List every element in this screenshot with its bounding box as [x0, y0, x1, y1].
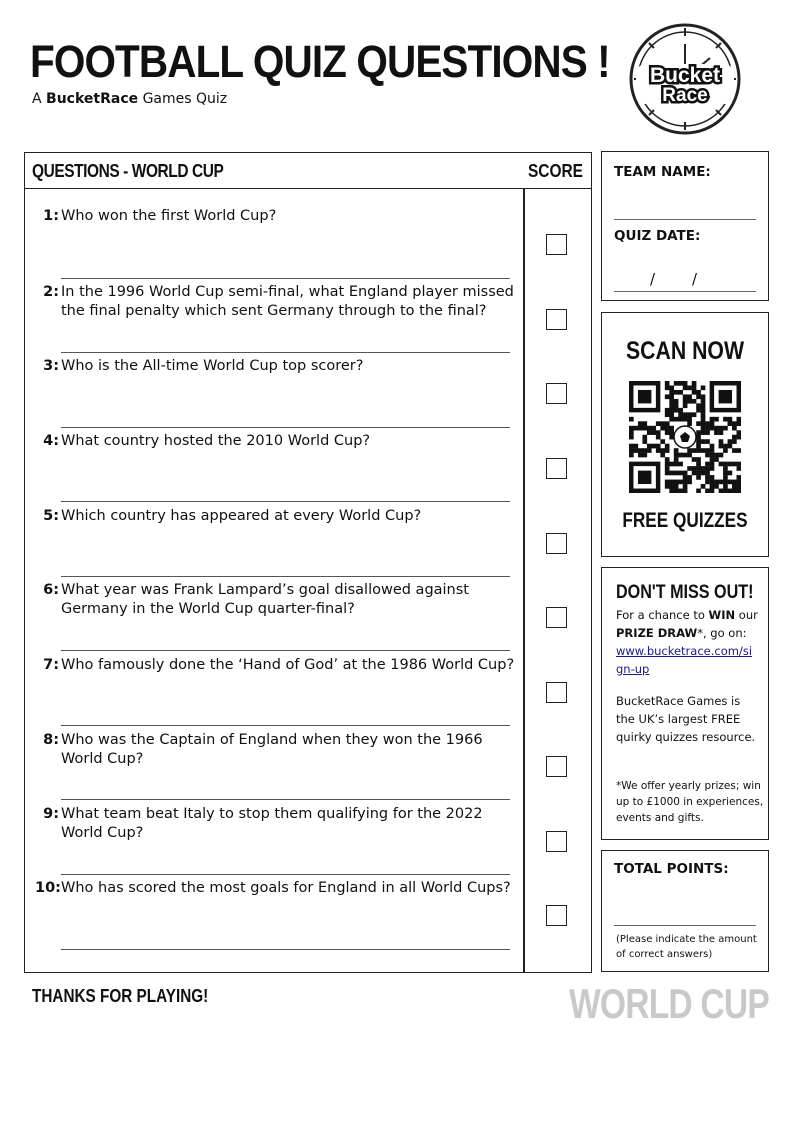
question-number: 9: — [43, 806, 59, 822]
question-item — [35, 357, 515, 376]
score-checkbox[interactable] — [546, 533, 567, 554]
question-text: Which country has appeared at every World Cup? — [61, 508, 422, 524]
date-separator: / — [692, 270, 698, 288]
topic-watermark: WORLD CUP — [569, 980, 769, 1027]
total-points-field[interactable] — [614, 925, 756, 926]
team-name-label: TEAM NAME: — [614, 164, 711, 180]
answer-line[interactable] — [61, 501, 510, 502]
thanks-message: THANKS FOR PLAYING! — [32, 986, 209, 1006]
promo-text-c: *, go on: — [697, 626, 747, 640]
question-text: In the 1996 World Cup semi-final, what England player missed the final penalty which sent Germany through to the final? — [61, 284, 514, 319]
question-number: 2: — [43, 284, 59, 300]
answer-line[interactable] — [61, 576, 510, 577]
question-item — [35, 879, 515, 898]
answer-line[interactable] — [61, 799, 510, 800]
bucketrace-logo — [628, 22, 742, 136]
promo-text — [616, 606, 762, 642]
question-number: 8: — [43, 732, 59, 748]
logo-text-bucket: Bucket — [649, 64, 721, 87]
question-item — [35, 731, 515, 769]
question-item — [35, 805, 515, 843]
total-points-label: TOTAL POINTS: — [614, 861, 729, 877]
questions-heading: QUESTIONS - WORLD CUP — [32, 161, 224, 181]
question-text: What year was Frank Lampard’s goal disallowed against Germany in the World Cup quarter-final? — [61, 582, 469, 617]
free-quizzes-label: FREE QUIZZES — [622, 509, 748, 532]
logo-text-race: Race — [662, 85, 708, 106]
promo-text-b: our — [735, 608, 758, 622]
question-number: 6: — [43, 582, 59, 598]
question-text: What country hosted the 2010 World Cup? — [61, 433, 371, 449]
question-text: Who won the first World Cup? — [61, 208, 277, 224]
question-number: 10: — [35, 880, 61, 896]
quiz-date-field[interactable] — [614, 291, 756, 292]
promo-about: BucketRace Games is the UK’s largest FREE quirky quizzes resource. — [616, 694, 756, 744]
date-separator: / — [650, 270, 656, 288]
score-checkbox[interactable] — [546, 234, 567, 255]
question-number: 5: — [43, 508, 59, 524]
team-name-field[interactable] — [614, 219, 756, 220]
score-checkbox[interactable] — [546, 831, 567, 852]
promo-heading: DON'T MISS OUT! — [616, 582, 754, 603]
subtitle-brand: BucketRace — [46, 91, 139, 107]
answer-line[interactable] — [61, 278, 510, 279]
answer-line[interactable] — [61, 650, 510, 651]
score-checkbox[interactable] — [546, 458, 567, 479]
promo-footnote: *We offer yearly prizes; win up to £1000 in experiences, events and gifts. — [616, 780, 764, 824]
question-text: Who was the Captain of England when they won the 1966 World Cup? — [61, 732, 483, 767]
score-checkbox[interactable] — [546, 607, 567, 628]
score-checkbox[interactable] — [546, 682, 567, 703]
question-number: 1: — [43, 208, 59, 224]
question-item — [35, 507, 515, 526]
scan-panel — [601, 312, 769, 557]
question-item — [35, 207, 515, 226]
signup-link[interactable]: www.bucketrace.com/sign-up — [616, 644, 753, 676]
score-column-divider — [523, 189, 525, 972]
answer-line[interactable] — [61, 725, 510, 726]
total-points-note: (Please indicate the amount of correct answers) — [616, 934, 757, 960]
quiz-date-label: QUIZ DATE: — [614, 228, 701, 244]
score-checkbox[interactable] — [546, 756, 567, 777]
answer-line[interactable] — [61, 352, 510, 353]
question-item — [35, 656, 515, 675]
questions-panel — [24, 152, 592, 973]
question-item — [35, 283, 515, 321]
answer-line[interactable] — [61, 874, 510, 875]
subtitle-suffix: Games Quiz — [138, 91, 228, 107]
score-checkbox[interactable] — [546, 309, 567, 330]
subtitle-prefix: A — [32, 91, 47, 107]
answer-line[interactable] — [61, 949, 510, 950]
question-text: What team beat Italy to stop them qualifying for the 2022 World Cup? — [61, 806, 483, 841]
promo-win: WIN — [708, 608, 736, 622]
score-heading: SCORE — [527, 161, 583, 181]
question-item — [35, 432, 515, 451]
question-number: 7: — [43, 657, 59, 673]
score-checkbox[interactable] — [546, 905, 567, 926]
promo-panel — [601, 567, 769, 840]
question-text: Who has scored the most goals for England in all World Cups? — [61, 880, 511, 896]
qr-code[interactable] — [629, 381, 741, 493]
promo-prize: PRIZE DRAW — [616, 626, 698, 640]
subtitle — [32, 90, 227, 108]
question-number: 3: — [43, 358, 59, 374]
team-info-panel — [601, 151, 769, 301]
question-item — [35, 581, 515, 619]
questions-header — [25, 153, 591, 189]
scan-now-heading: SCAN NOW — [625, 337, 745, 365]
promo-text-a: For a chance to — [616, 608, 709, 622]
score-checkbox[interactable] — [546, 383, 567, 404]
question-text: Who is the All-time World Cup top scorer? — [61, 358, 364, 374]
page-title: FOOTBALL QUIZ QUESTIONS ! — [30, 36, 610, 87]
question-number: 4: — [43, 433, 59, 449]
total-points-panel — [601, 850, 769, 972]
question-text: Who famously done the ‘Hand of God’ at the 1986 World Cup? — [61, 657, 515, 673]
answer-line[interactable] — [61, 427, 510, 428]
